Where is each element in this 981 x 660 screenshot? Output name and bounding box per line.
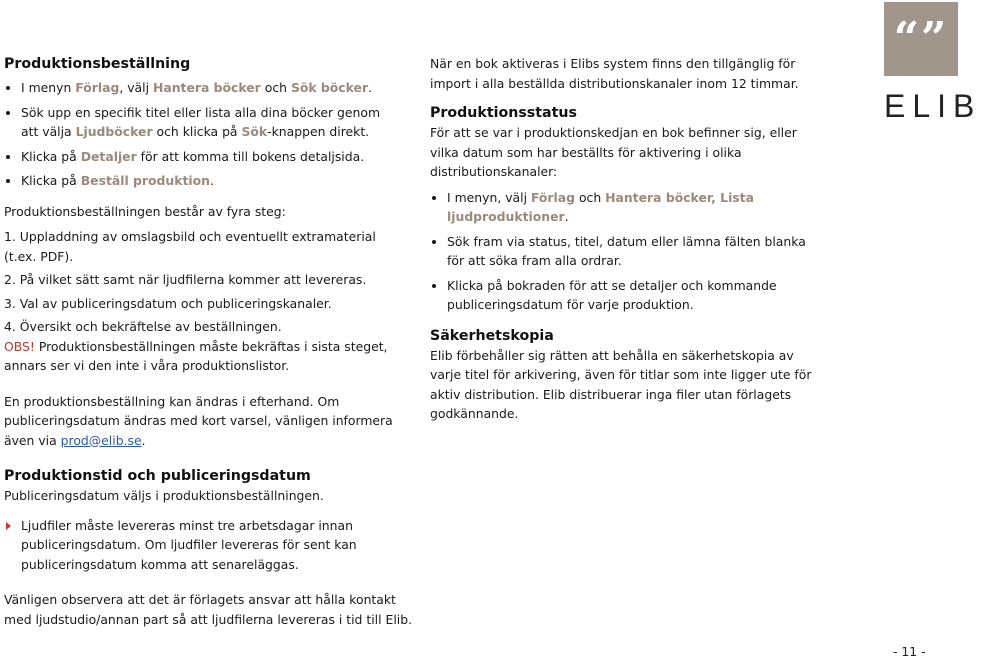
list-item bbox=[430, 188, 820, 227]
steps-intro: Produktionsbeställningen består av fyra steg: bbox=[4, 203, 286, 219]
step-2: 2. På vilket sätt samt när ljudfilerna kommer att levereras. bbox=[4, 272, 367, 287]
change-note bbox=[4, 392, 399, 451]
menu-term: Hantera böcker, Lista ljudproduktioner bbox=[447, 189, 754, 224]
text: I menyn bbox=[21, 80, 76, 95]
text: Sök upp en specifik titel eller lista alla dina böcker genom att välja bbox=[21, 104, 381, 139]
page-number: - 11 - bbox=[893, 644, 926, 659]
text: En produktionsbeställning kan ändras i efterhand. Om publiceringsdatum ändras med kort varsel, vänligen informera även via bbox=[4, 393, 393, 448]
text: och bbox=[575, 189, 606, 205]
text: . bbox=[209, 173, 214, 188]
text: och klicka på bbox=[152, 124, 242, 139]
delivery-list bbox=[4, 516, 424, 575]
text: Klicka på bbox=[21, 173, 81, 188]
text: Sök fram via status, titel, datum eller lämna fälten blanka för att söka fram alla ordrar. bbox=[447, 233, 806, 268]
list-item bbox=[4, 171, 399, 191]
logo-quote-box bbox=[884, 2, 958, 76]
responsibility-note: Vänligen observera att det är förlagets ansvar att hålla kontakt med ljudstudio/annan part så att ljudfilerna levereras i tid till Elib. bbox=[4, 592, 413, 627]
text: , välj bbox=[119, 80, 153, 95]
list-item: Ljudfiler måste levereras minst tre arbetsdagar innan publiceringsdatum. Om ljudfiler levereras för sent kan publiceringsdatum komma att senareläggas. bbox=[4, 516, 424, 575]
order-steps-list bbox=[4, 78, 399, 191]
obs-note bbox=[4, 337, 399, 376]
section-title-produktionstid: Produktionstid och publiceringsdatum bbox=[4, 468, 311, 484]
menu-term: Detaljer bbox=[80, 148, 137, 164]
text: Klicka på bokraden för att se detaljer och kommande publiceringsdatum för varje produktion. bbox=[447, 277, 777, 312]
section-title-produktionsstatus: Produktionsstatus bbox=[430, 105, 577, 121]
numbered-steps bbox=[4, 227, 399, 337]
left-column bbox=[4, 54, 399, 450]
step-1: 1. Uppladdning av omslagsbild och eventuellt extramaterial (t.ex. PDF). bbox=[4, 229, 376, 264]
elib-logo: ELIB bbox=[884, 88, 981, 124]
menu-term: Ljudböcker bbox=[75, 124, 153, 139]
activation-intro: När en bok aktiveras i Elibs system finns den tillgänglig för import i alla beställda distributionskanaler inom 12 timmar. bbox=[430, 56, 799, 91]
text: Klicka på bbox=[21, 148, 81, 164]
menu-term: Hantera böcker bbox=[152, 80, 261, 95]
status-list bbox=[430, 188, 820, 315]
publish-intro: Publiceringsdatum väljs i produktionsbeställningen. bbox=[4, 488, 324, 503]
text: I menyn, välj bbox=[447, 189, 531, 205]
menu-term: Sök böcker bbox=[290, 80, 369, 95]
section-title-produktionsbestallning: Produktionsbeställning bbox=[4, 56, 191, 72]
step-3: 3. Val av publiceringsdatum och publiceringskanaler. bbox=[4, 295, 332, 311]
backup-text: Elib förbehåller sig rätten att behålla en säkerhetskopia av varje titel för arkivering, även för titlar som inte ligger ute för aktiv distribution. Elib distribuerar inga filer utan förlagets godkännande. bbox=[430, 347, 812, 421]
list-item bbox=[4, 147, 399, 167]
list-item bbox=[430, 232, 820, 271]
text: . bbox=[368, 80, 373, 95]
menu-term: Förlag bbox=[75, 80, 120, 95]
list-item bbox=[4, 103, 399, 142]
obs-label: OBS! bbox=[4, 338, 35, 354]
status-text: För att se var i produktionskedjan en bok befinner sig, eller vilka datum som har beställts för aktivering i olika distributionskanaler: bbox=[430, 125, 797, 179]
text: . bbox=[141, 432, 146, 448]
email-link[interactable]: prod@elib.se bbox=[60, 432, 142, 448]
menu-term: Sök bbox=[241, 124, 268, 139]
section-title-sakerhetskopia: Säkerhetskopia bbox=[430, 327, 554, 344]
menu-term: Förlag bbox=[530, 189, 576, 205]
quote-icon: “” bbox=[893, 13, 949, 64]
bottom-section bbox=[4, 466, 424, 629]
step-4: 4. Översikt och bekräftelse av beställningen. bbox=[4, 319, 282, 334]
text: -knappen direkt. bbox=[267, 124, 370, 139]
list-item bbox=[4, 78, 399, 98]
text: och bbox=[260, 80, 291, 95]
obs-text: Produktionsbeställningen måste bekräftas i sista steget, annars ser vi den inte i våra produktionslistor. bbox=[4, 338, 388, 373]
right-column bbox=[430, 54, 820, 424]
menu-term: Beställ produktion bbox=[80, 173, 210, 188]
list-item bbox=[430, 276, 820, 315]
text: för att komma till bokens detaljsida. bbox=[136, 148, 365, 164]
text: . bbox=[564, 209, 569, 224]
